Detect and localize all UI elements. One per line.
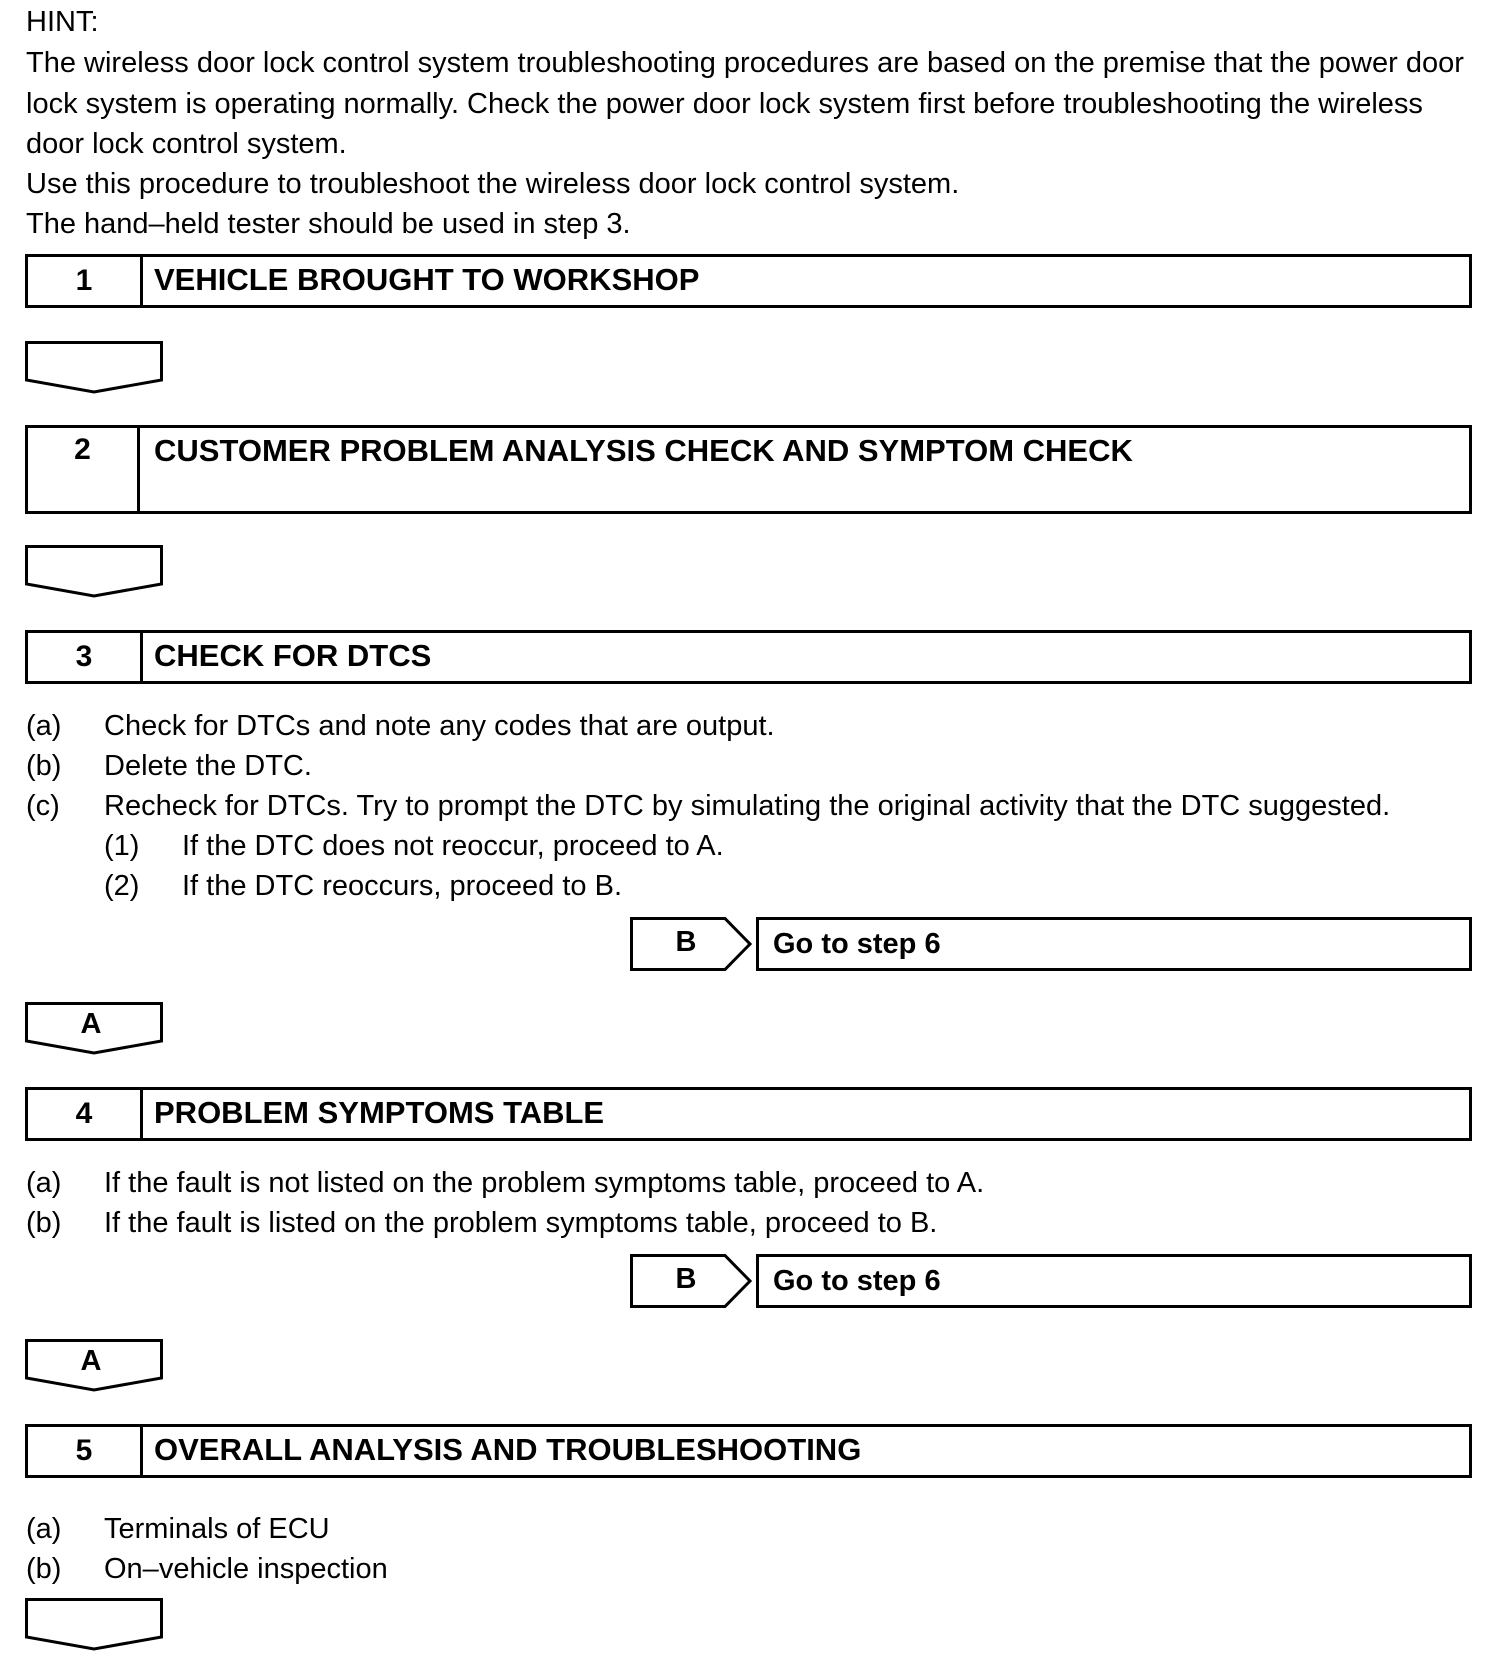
item-label: (b)	[26, 1553, 62, 1585]
subitem-label: (1)	[104, 830, 140, 862]
item-label: (a)	[26, 1513, 62, 1545]
item-text: Terminals of ECU	[104, 1513, 330, 1545]
step-1-header	[25, 254, 1472, 308]
hint-procedure-note: Use this procedure to troubleshoot the wireless door lock control system.	[26, 168, 960, 200]
step-5-header	[25, 1424, 1472, 1478]
arrow-letter: A	[80, 1345, 102, 1377]
item-label: (a)	[26, 1167, 62, 1199]
item-text: Recheck for DTCs. Try to prompt the DTC by simulating the original activity that the DTC suggested.	[104, 790, 1391, 822]
branch-letter: B	[675, 1263, 697, 1295]
branch-letter: B	[675, 926, 697, 958]
item-text: If the fault is listed on the problem symptoms table, proceed to B.	[104, 1207, 938, 1239]
step-number: 5	[28, 1427, 143, 1475]
step-number: 3	[28, 633, 143, 681]
item-text: On–vehicle inspection	[104, 1553, 388, 1585]
item-label: (b)	[26, 1207, 62, 1239]
next-step-arrow-icon	[25, 341, 163, 395]
subitem-text: If the DTC reoccurs, proceed to B.	[182, 870, 623, 902]
branch-target-text: Go to step 6	[773, 928, 941, 960]
item-label: (c)	[26, 790, 60, 822]
branch-target-box	[756, 917, 1472, 971]
branch-tag	[630, 917, 760, 971]
subitem-label: (2)	[104, 870, 140, 902]
hint-paragraph: The wireless door lock control system troubleshooting procedures are based on the premise that the power door lock system is operating normally. Check the power door lock system first before troubleshooting the wireless door lock control system.	[26, 47, 1464, 160]
item-label: (a)	[26, 710, 62, 742]
item-text: Delete the DTC.	[104, 750, 312, 782]
next-step-arrow-a	[25, 1339, 163, 1393]
item-text: Check for DTCs and note any codes that are output.	[104, 710, 775, 742]
branch-tag	[630, 1254, 760, 1308]
step-title: VEHICLE BROUGHT TO WORKSHOP	[154, 262, 700, 297]
hint-tester-note: The hand–held tester should be used in step 3.	[26, 208, 631, 240]
step-title: PROBLEM SYMPTOMS TABLE	[154, 1095, 605, 1130]
step-title: CHECK FOR DTCS	[154, 638, 432, 673]
next-step-arrow-a	[25, 1002, 163, 1056]
step-number: 1	[28, 257, 143, 305]
subitem-text: If the DTC does not reoccur, proceed to A.	[182, 830, 724, 862]
step-title: CUSTOMER PROBLEM ANALYSIS CHECK AND SYMPTOM CHECK	[154, 433, 1133, 468]
next-step-arrow-icon	[25, 1598, 163, 1652]
step-number: 4	[28, 1090, 143, 1138]
hint-heading: HINT:	[26, 6, 99, 38]
branch-target-text: Go to step 6	[773, 1265, 941, 1297]
branch-target-box	[756, 1254, 1472, 1308]
item-label: (b)	[26, 750, 62, 782]
step-3-header	[25, 630, 1472, 684]
step-4-header	[25, 1087, 1472, 1141]
item-text: If the fault is not listed on the problem symptoms table, proceed to A.	[104, 1167, 985, 1199]
step-number: 2	[28, 428, 140, 511]
step-2-header	[25, 425, 1472, 514]
step-title: OVERALL ANALYSIS AND TROUBLESHOOTING	[154, 1432, 862, 1467]
arrow-letter: A	[80, 1008, 102, 1040]
next-step-arrow-icon	[25, 545, 163, 599]
